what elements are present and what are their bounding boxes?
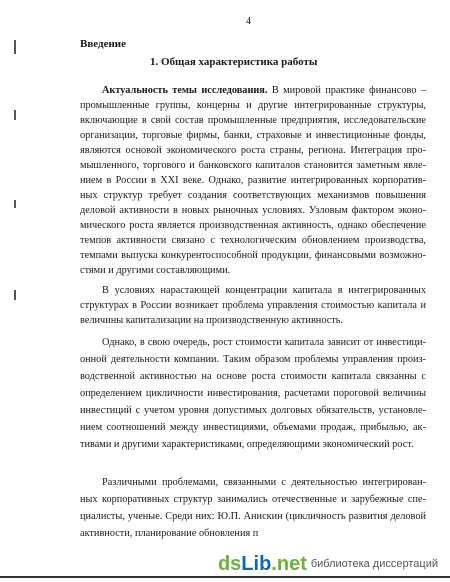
paragraph-1-line-11: темпами выпуска конкурентоспособной продукции, финансовыми возможно-	[80, 250, 426, 261]
margin-mark	[14, 40, 16, 54]
page-bottom-rule	[0, 576, 450, 578]
paragraph-2-line-1: структурах в России возникает проблема управления стоимостью капитала и	[80, 300, 426, 311]
paragraph-3-line-4: инвестиций с учетом уровня допустимых долговых обязательств, установле-	[80, 405, 426, 416]
dslib-logo	[218, 554, 307, 574]
chapter-heading: 1. Общая характеристика работы	[150, 56, 318, 68]
section-heading-intro: Введение	[80, 38, 127, 50]
paragraph-1-line-2: включающие в свой состав промышленные предприятия, исследовательские	[80, 115, 426, 126]
paragraph-2-line-0: В условиях нарастающей концентрации капитала в интегрированных	[102, 285, 426, 296]
dslib-watermark	[214, 552, 442, 576]
paragraph-1-line-12: стями и другими составляющими.	[80, 265, 231, 276]
paragraph-3-line-5: нием соотношений между инвестициями, объемами продаж, прибылью, ак-	[80, 422, 426, 433]
paragraph-4-line-3: активности, планирование обновления п	[80, 528, 259, 539]
logo-ds-text: ds	[217, 553, 242, 575]
paragraph-1-line-10: темпов активности связано с технологическим обновлением производства,	[80, 235, 426, 246]
paragraph-4-line-1: ных корпоративных структур занимались отечественные и зарубежные спе-	[80, 494, 426, 505]
watermark-subtitle: библиотека диссертаций	[310, 558, 438, 570]
paragraph-2-line-2: величины капитализации на производственную активность.	[80, 315, 344, 326]
paragraph-3-line-3: определением цикличности инвестирования, расчетами пороговой величины	[80, 388, 426, 399]
logo-lib-text: Lib	[241, 553, 272, 575]
logo-net-text: .net	[271, 553, 307, 575]
margin-mark	[14, 200, 16, 208]
page-number: 4	[246, 16, 251, 27]
paragraph-3-line-1: онной деятельности компании. Таким образом проблемы управления произ-	[80, 354, 426, 365]
paragraph-4-line-2: циалисты, ученые. Среди них: Ю.П. Анискин (цикличность развития деловой	[80, 511, 426, 522]
lead-bold-text: Актуальность темы исследования.	[102, 85, 268, 96]
paragraph-3-line-0: Однако, в свою очередь, рост стоимости капитала зависит от инвестици-	[102, 337, 426, 348]
paragraph-3-line-2: водственной активностью на основе роста стоимости капитала связанны с	[80, 371, 426, 382]
paragraph-1-line-7: ных структур требует создания соответствующих механизмов повышения	[80, 190, 426, 201]
margin-mark	[14, 110, 16, 120]
paragraph-3-line-6: тивами и другими характеристиками, определяющими экономический рост.	[80, 439, 414, 450]
paragraph-1-line-5: мышленного, торгового и банковского капиталов становится заметным явле-	[80, 160, 426, 171]
paragraph-1-line-6: нием в России в XXI веке. Однако, развитие интегрированных корпоратив-	[80, 175, 426, 186]
paragraph-1-line-8: деловой активности в новых рыночных условиях. Узловым фактором эконо-	[80, 205, 426, 216]
paragraph-1-line-3: организации, торговые фирмы, банки, страховые и инвестиционные фонды,	[80, 130, 426, 141]
margin-mark	[14, 290, 16, 300]
paragraph-1-line-9: мического роста является производственная активность, однако обеспечение	[80, 220, 426, 231]
paragraph-1-line-1: промышленные группы, концерны и другие интегрированные структуры,	[80, 100, 426, 111]
paragraph-1-line-0	[80, 84, 426, 98]
paragraph-text: В мировой практике финансово –	[267, 85, 426, 96]
paragraph-1-line-4: являются основой экономического роста страны, региона. Интеграция про-	[80, 145, 426, 156]
paragraph-4-line-0: Различными проблемами, связанными с деятельностью интегрирован-	[102, 477, 426, 488]
